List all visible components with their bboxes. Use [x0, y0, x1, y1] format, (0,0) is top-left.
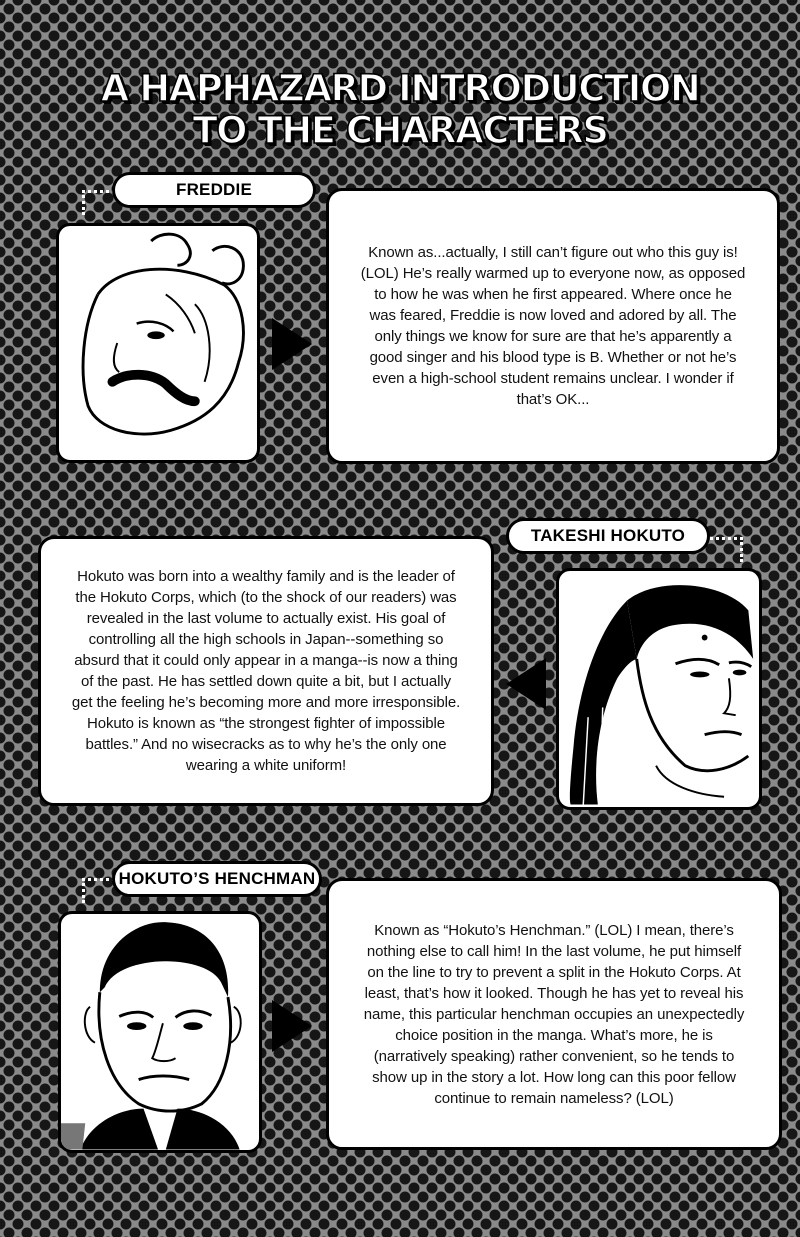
freddie-illustration — [59, 226, 257, 460]
character-description: Hokuto was born into a wealthy family and is the leader of the Hokuto Corps, which (to the shock of our readers) was revealed in the last volume to actually exist. His goal of controlling all the high schools in Japan--something so absurd that it could only appear in a manga--is now a thing of the past. He has settled down quite a bit, but I actually get the feeling he’s becoming more and more irresponsible. Hokuto is known as “the strongest fighter of impossible battles.” And no wisecracks as to why he’s the only one wearing a white uniform! — [71, 568, 461, 774]
character-description: Known as “Hokuto’s Henchman.” (LOL) I mean, there’s nothing else to call him! In the last volume, he put himself on the line to try to prevent a split in the Hokuto Corps. At least, that’s how it looked. Though he has yet to reveal his name, this particular henchman occupies an unexpectedly choice position in the manga. What’s more, he is (narratively speaking) rather convenient, so he tends to show up in the story a lot. How long can this poor fellow continue to remain nameless? (LOL) — [363, 921, 745, 1107]
description-bubble-hokutos-henchman — [326, 878, 782, 1150]
description-bubble-freddie — [326, 188, 780, 464]
name-tag-hokutos-henchman — [112, 861, 322, 897]
character-name: FREDDIE — [175, 180, 253, 199]
portrait-freddie — [56, 223, 260, 463]
character-name: HOKUTO’S HENCHMAN — [118, 869, 316, 888]
connector-dots — [82, 190, 115, 215]
pointer-arrow — [272, 1000, 312, 1052]
hokuto-illustration — [559, 571, 759, 807]
portrait-takeshi-hokuto — [556, 568, 762, 810]
connector-dots — [82, 878, 115, 903]
page-title — [0, 68, 800, 152]
title-line-2: TO THE CHARACTERS — [192, 109, 608, 152]
pointer-arrow — [272, 318, 312, 370]
connector-dots — [710, 537, 743, 562]
portrait-hokutos-henchman — [58, 911, 262, 1153]
character-description: Known as...actually, I still can’t figure out who this guy is! (LOL) He’s really warmed up to everyone now, as opposed to how he was when he first appeared. Where once he was feared, Freddie is now loved and adored by all. The only things we know for sure are that he’s apparently a good singer and his blood type is B. Whether or not he’s even a high-school student remains unclear. I wonder if that’s OK... — [360, 244, 746, 408]
name-tag-freddie — [112, 172, 316, 208]
description-bubble-takeshi-hokuto — [38, 536, 494, 806]
henchman-illustration — [61, 914, 259, 1150]
name-tag-takeshi-hokuto — [506, 518, 710, 554]
pointer-arrow — [506, 658, 546, 710]
title-line-1: A HAPHAZARD INTRODUCTION — [100, 67, 700, 110]
character-name: TAKESHI HOKUTO — [530, 526, 686, 545]
